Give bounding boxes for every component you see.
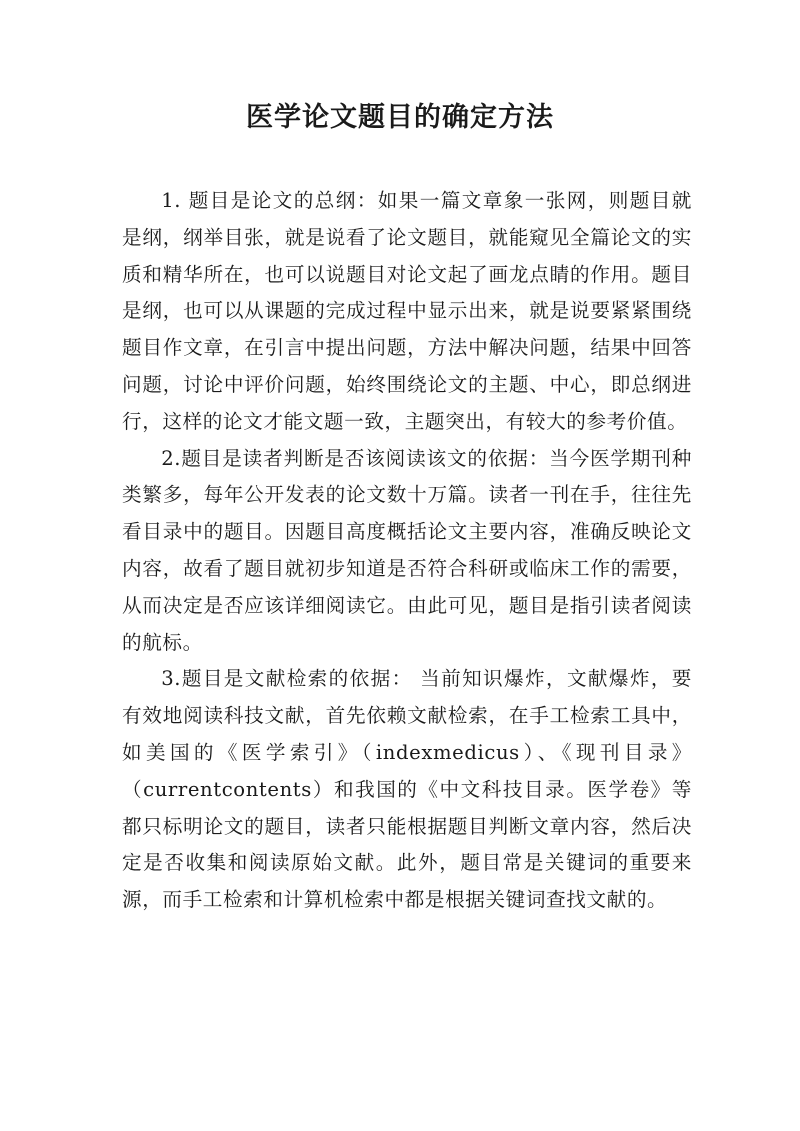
document-body xyxy=(122,183,692,919)
paragraph-3: 3.题目是文献检索的依据： 当前知识爆炸，文献爆炸，要有效地阅读科技文献，首先依赖文献检索，在手工检索工具中，如美国的《医学索引》（indexmedicus）、《现刊目录》（currentcontents）和我国的《中文科技目录。医学卷》等都只标明论文的题目，读者只能根据题目判断文章内容，然后决定是否收集和阅读原始文献。此外，题目常是关键词的重要来源，而手工检索和计算机检索中都是根据关键词查找文献的。 xyxy=(122,667,692,912)
paragraph-1: 1. 题目是论文的总纲：如果一篇文章象一张网，则题目就是纲，纲举目张，就是说看了论文题目，就能窥见全篇论文的实质和精华所在，也可以说题目对论文起了画龙点睛的作用。题目是纲，也可以从课题的完成过程中显示出来，就是说要紧紧围绕题目作文章，在引言中提出问题，方法中解决问题，结果中回答问题，讨论中评价问题，始终围绕论文的主题、中心，即总纲进行，这样的论文才能文题一致，主题突出，有较大的参考价值。 xyxy=(122,189,692,433)
document-title: 医学论文题目的确定方法 xyxy=(246,102,554,133)
paragraph-2: 2.题目是读者判断是否该阅读该文的依据：当今医学期刊种类繁多，每年公开发表的论文数十万篇。读者一刊在手，往往先看目录中的题目。因题目高度概括论文主要内容，准确反映论文内容，故看了题目就初步知道是否符合科研或临床工作的需要，从而决定是否应该详细阅读它。由此可见，题目是指引读者阅读的航标。 xyxy=(122,446,692,654)
